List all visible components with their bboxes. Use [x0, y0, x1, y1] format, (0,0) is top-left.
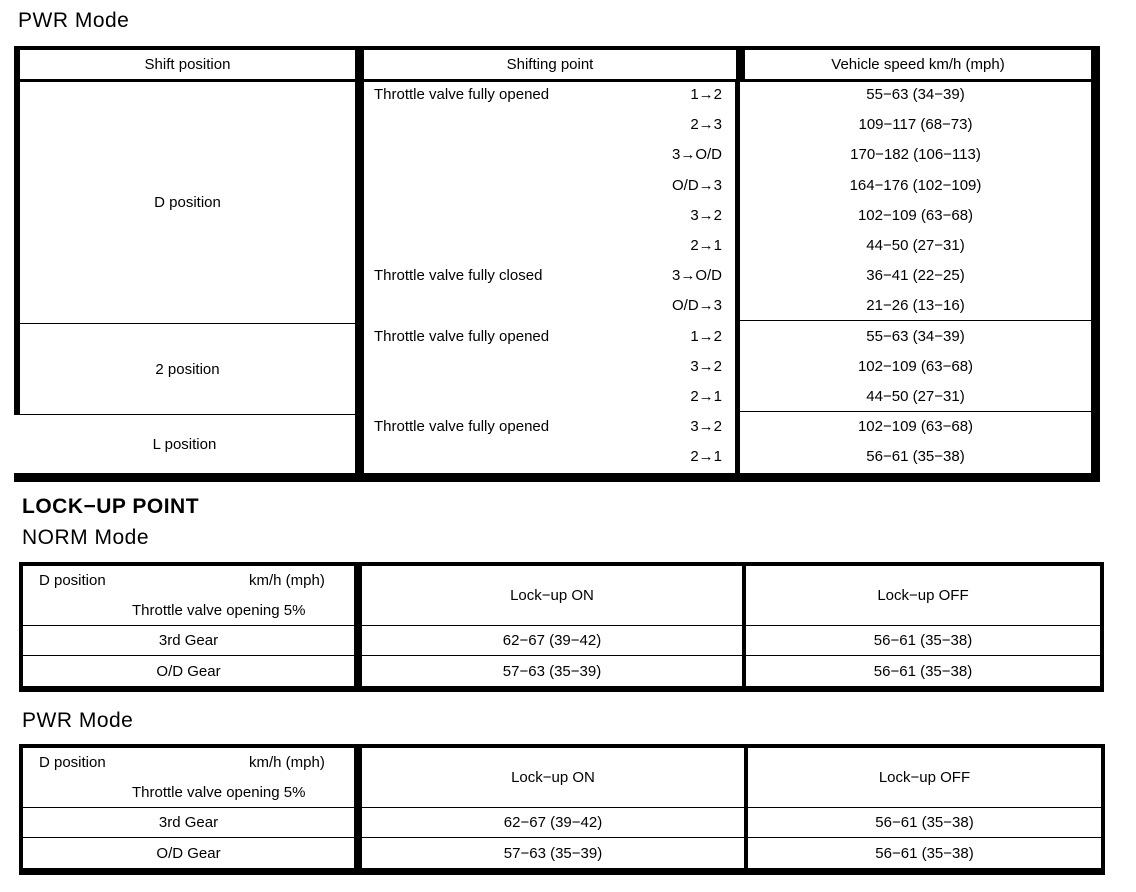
vehicle-speed-value: 55−63 (34−39)	[866, 327, 965, 345]
shift-point-table	[14, 46, 1100, 482]
vehicle-speed-value: 21−26 (13−16)	[866, 297, 965, 315]
vehicle-speed-value: 109−117 (68−73)	[858, 116, 973, 134]
pwr-gear-3rd: 3rd Gear	[23, 808, 354, 837]
pwr-od-on: 57−63 (35−39)	[362, 838, 744, 868]
norm-header-position: D position	[39, 572, 106, 589]
header-shifting-point: Shifting point	[364, 50, 736, 79]
vehicle-speed-value: 102−109 (63−68)	[857, 418, 974, 436]
shift-transition: 1→2	[690, 327, 722, 345]
shift-transition: 3→2	[690, 206, 722, 224]
norm-lockup-table	[19, 562, 1104, 692]
norm-header-throttle: Throttle valve opening 5%	[132, 602, 306, 619]
throttle-condition: Throttle valve fully opened	[374, 418, 550, 436]
shift-transition: 1→2	[690, 86, 722, 103]
pwr-header-throttle: Throttle valve opening 5%	[132, 784, 306, 801]
shift-transition: 2→1	[690, 388, 722, 405]
pwr-3rd-on: 62−67 (39−42)	[362, 808, 744, 837]
norm-od-on: 57−63 (35−39)	[362, 656, 742, 686]
pwr-col-lockup-off: Lock−up OFF	[748, 748, 1101, 807]
pwr-header-position: D position	[39, 754, 106, 771]
shift-transition: O/D→3	[671, 297, 722, 315]
shift-transition: 3→2	[690, 418, 722, 436]
shift-transition: 3→2	[690, 357, 722, 375]
norm-od-off: 56−61 (35−38)	[746, 656, 1100, 686]
vehicle-speed-value: 170−182 (106−113)	[850, 146, 981, 164]
group-separator	[740, 320, 1091, 321]
throttle-condition: Throttle valve fully closed	[374, 267, 543, 285]
pwr-lockup-table	[19, 744, 1105, 875]
2-position-cell: 2 position	[20, 324, 355, 414]
l-position-cell: L position	[14, 415, 355, 473]
pwr-header-unit: km/h (mph)	[249, 754, 325, 771]
norm-col-lockup-off: Lock−up OFF	[746, 566, 1100, 625]
group-separator	[14, 414, 355, 415]
shift-transition: 2→1	[690, 237, 722, 254]
vehicle-speed-value: 44−50 (27−31)	[866, 388, 965, 405]
pwr-lockup-title: PWR Mode	[22, 709, 134, 732]
norm-mode-title: NORM Mode	[22, 526, 150, 549]
shift-transition: 2→1	[690, 448, 722, 466]
shift-transition: 3→O/D	[671, 146, 722, 164]
norm-3rd-off: 56−61 (35−38)	[746, 626, 1100, 655]
shift-transition: 3→O/D	[671, 267, 722, 285]
norm-col-lockup-on: Lock−up ON	[362, 566, 742, 625]
d-position-cell: D position	[20, 82, 355, 323]
norm-gear-3rd: 3rd Gear	[23, 626, 354, 655]
pwr-gear-od: O/D Gear	[23, 838, 354, 868]
norm-header-unit: km/h (mph)	[249, 572, 325, 589]
shift-transition: O/D→3	[671, 176, 722, 194]
lockup-point-title: LOCK−UP POINT	[22, 495, 200, 518]
vehicle-speed-value: 102−109 (63−68)	[857, 206, 974, 224]
vehicle-speed-value: 55−63 (34−39)	[866, 86, 965, 103]
vehicle-speed-value: 36−41 (22−25)	[866, 267, 965, 285]
vehicle-speed-value: 44−50 (27−31)	[866, 237, 965, 254]
pwr-od-off: 56−61 (35−38)	[748, 838, 1101, 868]
throttle-condition: Throttle valve fully opened	[374, 327, 550, 345]
norm-3rd-on: 62−67 (39−42)	[362, 626, 742, 655]
vehicle-speed-value: 102−109 (63−68)	[857, 357, 974, 375]
header-vehicle-speed: Vehicle speed km/h (mph)	[745, 50, 1091, 79]
shift-transition: 2→3	[690, 116, 722, 134]
header-shift-position: Shift position	[20, 50, 355, 79]
vehicle-speed-value: 164−176 (102−109)	[849, 176, 982, 194]
pwr-mode-title: PWR Mode	[18, 9, 130, 32]
pwr-col-lockup-on: Lock−up ON	[362, 748, 744, 807]
norm-gear-od: O/D Gear	[23, 656, 354, 686]
group-separator	[740, 411, 1091, 412]
pwr-3rd-off: 56−61 (35−38)	[748, 808, 1101, 837]
vehicle-speed-value: 56−61 (35−38)	[866, 448, 965, 466]
throttle-condition: Throttle valve fully opened	[374, 86, 550, 103]
